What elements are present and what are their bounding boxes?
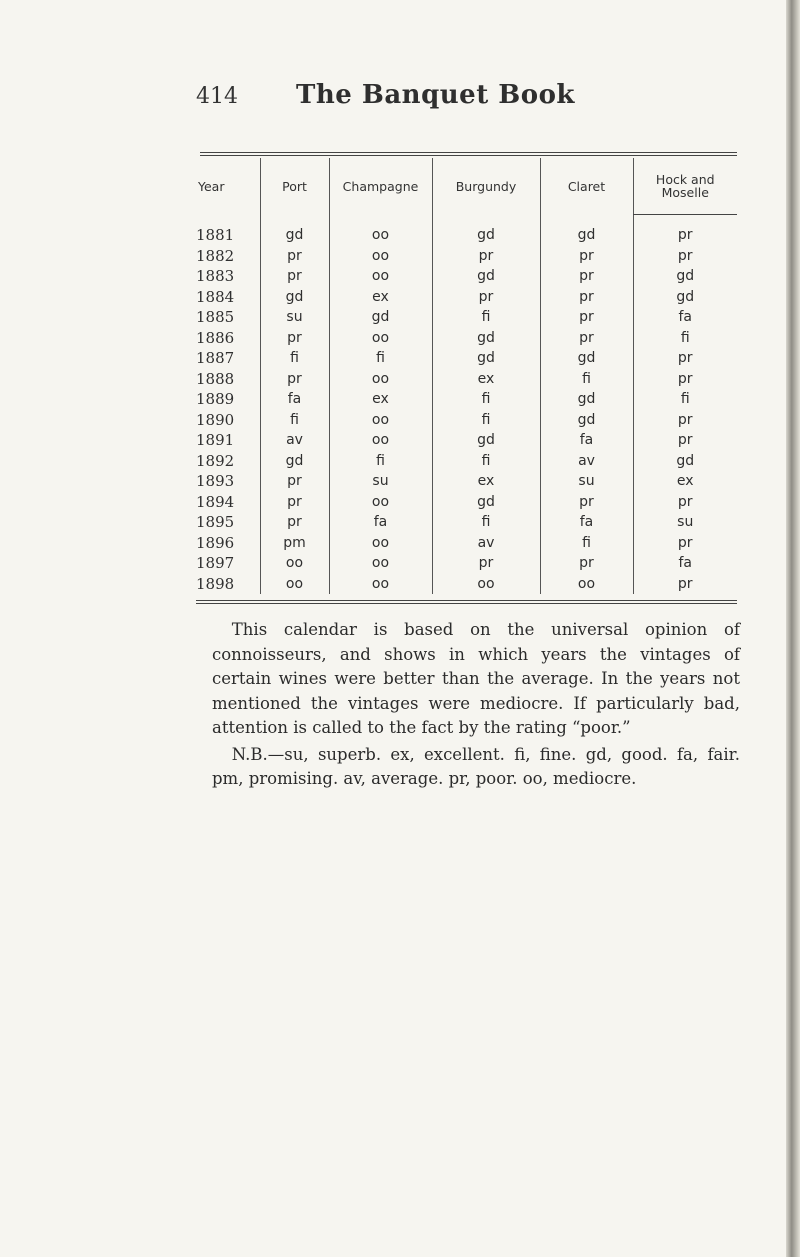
table-row bbox=[196, 553, 737, 574]
cell-year: 1885 bbox=[196, 308, 235, 327]
table-row bbox=[196, 389, 737, 410]
cell-hock: gd bbox=[633, 266, 737, 287]
cell-year: 1888 bbox=[196, 369, 235, 388]
cell-claret: pr bbox=[540, 553, 633, 574]
column-header-year: Year bbox=[198, 178, 225, 194]
table-row bbox=[196, 246, 737, 267]
table-row bbox=[196, 533, 737, 554]
cell-burgundy: gd bbox=[432, 215, 540, 246]
cell-year: 1883 bbox=[196, 267, 235, 286]
cell-port: pm bbox=[260, 533, 329, 554]
cell-claret: av bbox=[540, 451, 633, 472]
cell-burgundy: fi bbox=[432, 389, 540, 410]
cell-claret: gd bbox=[540, 389, 633, 410]
cell-burgundy: gd bbox=[432, 348, 540, 369]
cell-claret: fi bbox=[540, 533, 633, 554]
cell-champagne: oo bbox=[329, 215, 432, 246]
cell-hock: pr bbox=[633, 348, 737, 369]
page-number: 414 bbox=[196, 84, 238, 109]
running-title: The Banquet Book bbox=[296, 80, 575, 110]
cell-year: 1897 bbox=[196, 554, 235, 573]
cell-champagne: fi bbox=[329, 348, 432, 369]
column-header-champagne: Champagne bbox=[329, 158, 432, 215]
cell-claret: pr bbox=[540, 492, 633, 513]
cell-claret: oo bbox=[540, 574, 633, 595]
cell-burgundy: pr bbox=[432, 287, 540, 308]
cell-burgundy: fi bbox=[432, 451, 540, 472]
cell-champagne: ex bbox=[329, 389, 432, 410]
cell-year: 1898 bbox=[196, 574, 235, 593]
cell-champagne: oo bbox=[329, 266, 432, 287]
cell-burgundy: gd bbox=[432, 430, 540, 451]
cell-hock: pr bbox=[633, 215, 737, 246]
cell-claret: pr bbox=[540, 307, 633, 328]
body-text bbox=[212, 618, 740, 792]
cell-claret: pr bbox=[540, 266, 633, 287]
table-row bbox=[196, 492, 737, 513]
cell-champagne: oo bbox=[329, 328, 432, 349]
cell-champagne: su bbox=[329, 471, 432, 492]
cell-port: pr bbox=[260, 369, 329, 390]
cell-burgundy: gd bbox=[432, 266, 540, 287]
cell-claret: gd bbox=[540, 215, 633, 246]
cell-hock: pr bbox=[633, 492, 737, 513]
cell-claret: pr bbox=[540, 246, 633, 267]
cell-hock: ex bbox=[633, 471, 737, 492]
cell-champagne: oo bbox=[329, 430, 432, 451]
cell-burgundy: gd bbox=[432, 328, 540, 349]
table-row bbox=[196, 512, 737, 533]
cell-hock: pr bbox=[633, 574, 737, 595]
cell-port: pr bbox=[260, 492, 329, 513]
table-row bbox=[196, 307, 737, 328]
cell-port: pr bbox=[260, 266, 329, 287]
cell-hock: gd bbox=[633, 287, 737, 308]
cell-hock: gd bbox=[633, 451, 737, 472]
cell-port: fi bbox=[260, 348, 329, 369]
cell-hock: su bbox=[633, 512, 737, 533]
cell-port: pr bbox=[260, 471, 329, 492]
cell-burgundy: fi bbox=[432, 512, 540, 533]
cell-champagne: oo bbox=[329, 410, 432, 431]
column-header-hock-moselle bbox=[633, 158, 737, 215]
cell-champagne: oo bbox=[329, 492, 432, 513]
table-body bbox=[196, 215, 737, 595]
cell-claret: gd bbox=[540, 348, 633, 369]
cell-hock: fi bbox=[633, 389, 737, 410]
cell-claret: fi bbox=[540, 369, 633, 390]
cell-year: 1893 bbox=[196, 472, 235, 491]
cell-port: pr bbox=[260, 246, 329, 267]
cell-year: 1887 bbox=[196, 349, 235, 368]
column-header-claret: Claret bbox=[540, 158, 633, 215]
abbreviation-note: N.B.—su, superb. ex, excellent. fi, fine. gd, good. fa, fair. pm, promising. av, average. pr, poor. oo, mediocre. bbox=[212, 744, 740, 788]
cell-port: gd bbox=[260, 287, 329, 308]
table-row bbox=[196, 266, 737, 287]
cell-burgundy: pr bbox=[432, 553, 540, 574]
cell-port: fi bbox=[260, 410, 329, 431]
cell-claret: pr bbox=[540, 287, 633, 308]
explanatory-paragraph: This calendar is based on the universal opinion of connoisseurs, and shows in which years the vintages of certain wines were better than the average. In the years not mentioned the vintages were mediocre. If particularly bad, attention is called to the fact by the rating “poor.” bbox=[212, 620, 740, 737]
table-row bbox=[196, 430, 737, 451]
cell-port: oo bbox=[260, 553, 329, 574]
cell-year: 1892 bbox=[196, 451, 235, 470]
cell-champagne: fa bbox=[329, 512, 432, 533]
cell-hock: fa bbox=[633, 553, 737, 574]
cell-champagne: oo bbox=[329, 369, 432, 390]
table-row bbox=[196, 369, 737, 390]
cell-port: av bbox=[260, 430, 329, 451]
cell-hock: pr bbox=[633, 246, 737, 267]
table-row bbox=[196, 574, 737, 595]
table-row bbox=[196, 215, 737, 246]
vintage-table-container bbox=[196, 152, 737, 604]
cell-port: gd bbox=[260, 215, 329, 246]
cell-claret: su bbox=[540, 471, 633, 492]
table-row bbox=[196, 471, 737, 492]
column-header-hock-line1: Hock and bbox=[655, 172, 715, 187]
cell-port: oo bbox=[260, 574, 329, 595]
cell-burgundy: pr bbox=[432, 246, 540, 267]
cell-hock: fa bbox=[633, 307, 737, 328]
table-bottom-rule bbox=[196, 600, 737, 604]
cell-burgundy: oo bbox=[432, 574, 540, 595]
cell-year: 1881 bbox=[196, 226, 235, 244]
cell-champagne: oo bbox=[329, 246, 432, 267]
cell-year: 1884 bbox=[196, 287, 235, 306]
cell-burgundy: fi bbox=[432, 410, 540, 431]
cell-burgundy: ex bbox=[432, 471, 540, 492]
cell-year: 1891 bbox=[196, 431, 235, 450]
cell-hock: pr bbox=[633, 410, 737, 431]
cell-claret: pr bbox=[540, 328, 633, 349]
table-row bbox=[196, 287, 737, 308]
table-row bbox=[196, 451, 737, 472]
cell-champagne: oo bbox=[329, 574, 432, 595]
cell-champagne: oo bbox=[329, 533, 432, 554]
cell-year: 1886 bbox=[196, 328, 235, 347]
column-header-burgundy: Burgundy bbox=[432, 158, 540, 215]
cell-port: su bbox=[260, 307, 329, 328]
table-row bbox=[196, 410, 737, 431]
table-row bbox=[196, 348, 737, 369]
cell-champagne: oo bbox=[329, 553, 432, 574]
cell-year: 1882 bbox=[196, 246, 235, 265]
cell-hock: pr bbox=[633, 533, 737, 554]
cell-year: 1890 bbox=[196, 410, 235, 429]
cell-claret: fa bbox=[540, 512, 633, 533]
cell-port: gd bbox=[260, 451, 329, 472]
cell-burgundy: ex bbox=[432, 369, 540, 390]
cell-burgundy: fi bbox=[432, 307, 540, 328]
table-row bbox=[196, 328, 737, 349]
column-header-hock-line2: Moselle bbox=[661, 185, 709, 200]
cell-hock: fi bbox=[633, 328, 737, 349]
cell-burgundy: gd bbox=[432, 492, 540, 513]
table-top-rule bbox=[200, 152, 737, 156]
cell-year: 1895 bbox=[196, 513, 235, 532]
cell-champagne: ex bbox=[329, 287, 432, 308]
cell-claret: fa bbox=[540, 430, 633, 451]
cell-claret: gd bbox=[540, 410, 633, 431]
table-header-row bbox=[196, 158, 737, 215]
cell-champagne: fi bbox=[329, 451, 432, 472]
cell-port: pr bbox=[260, 328, 329, 349]
cell-champagne: gd bbox=[329, 307, 432, 328]
vintage-table bbox=[196, 158, 737, 594]
cell-year: 1889 bbox=[196, 390, 235, 409]
column-header-port: Port bbox=[260, 158, 329, 215]
cell-port: pr bbox=[260, 512, 329, 533]
cell-burgundy: av bbox=[432, 533, 540, 554]
page-header bbox=[196, 80, 756, 120]
cell-hock: pr bbox=[633, 430, 737, 451]
cell-year: 1894 bbox=[196, 492, 235, 511]
cell-hock: pr bbox=[633, 369, 737, 390]
page-edge-shadow bbox=[786, 0, 800, 1257]
cell-port: fa bbox=[260, 389, 329, 410]
cell-year: 1896 bbox=[196, 533, 235, 552]
